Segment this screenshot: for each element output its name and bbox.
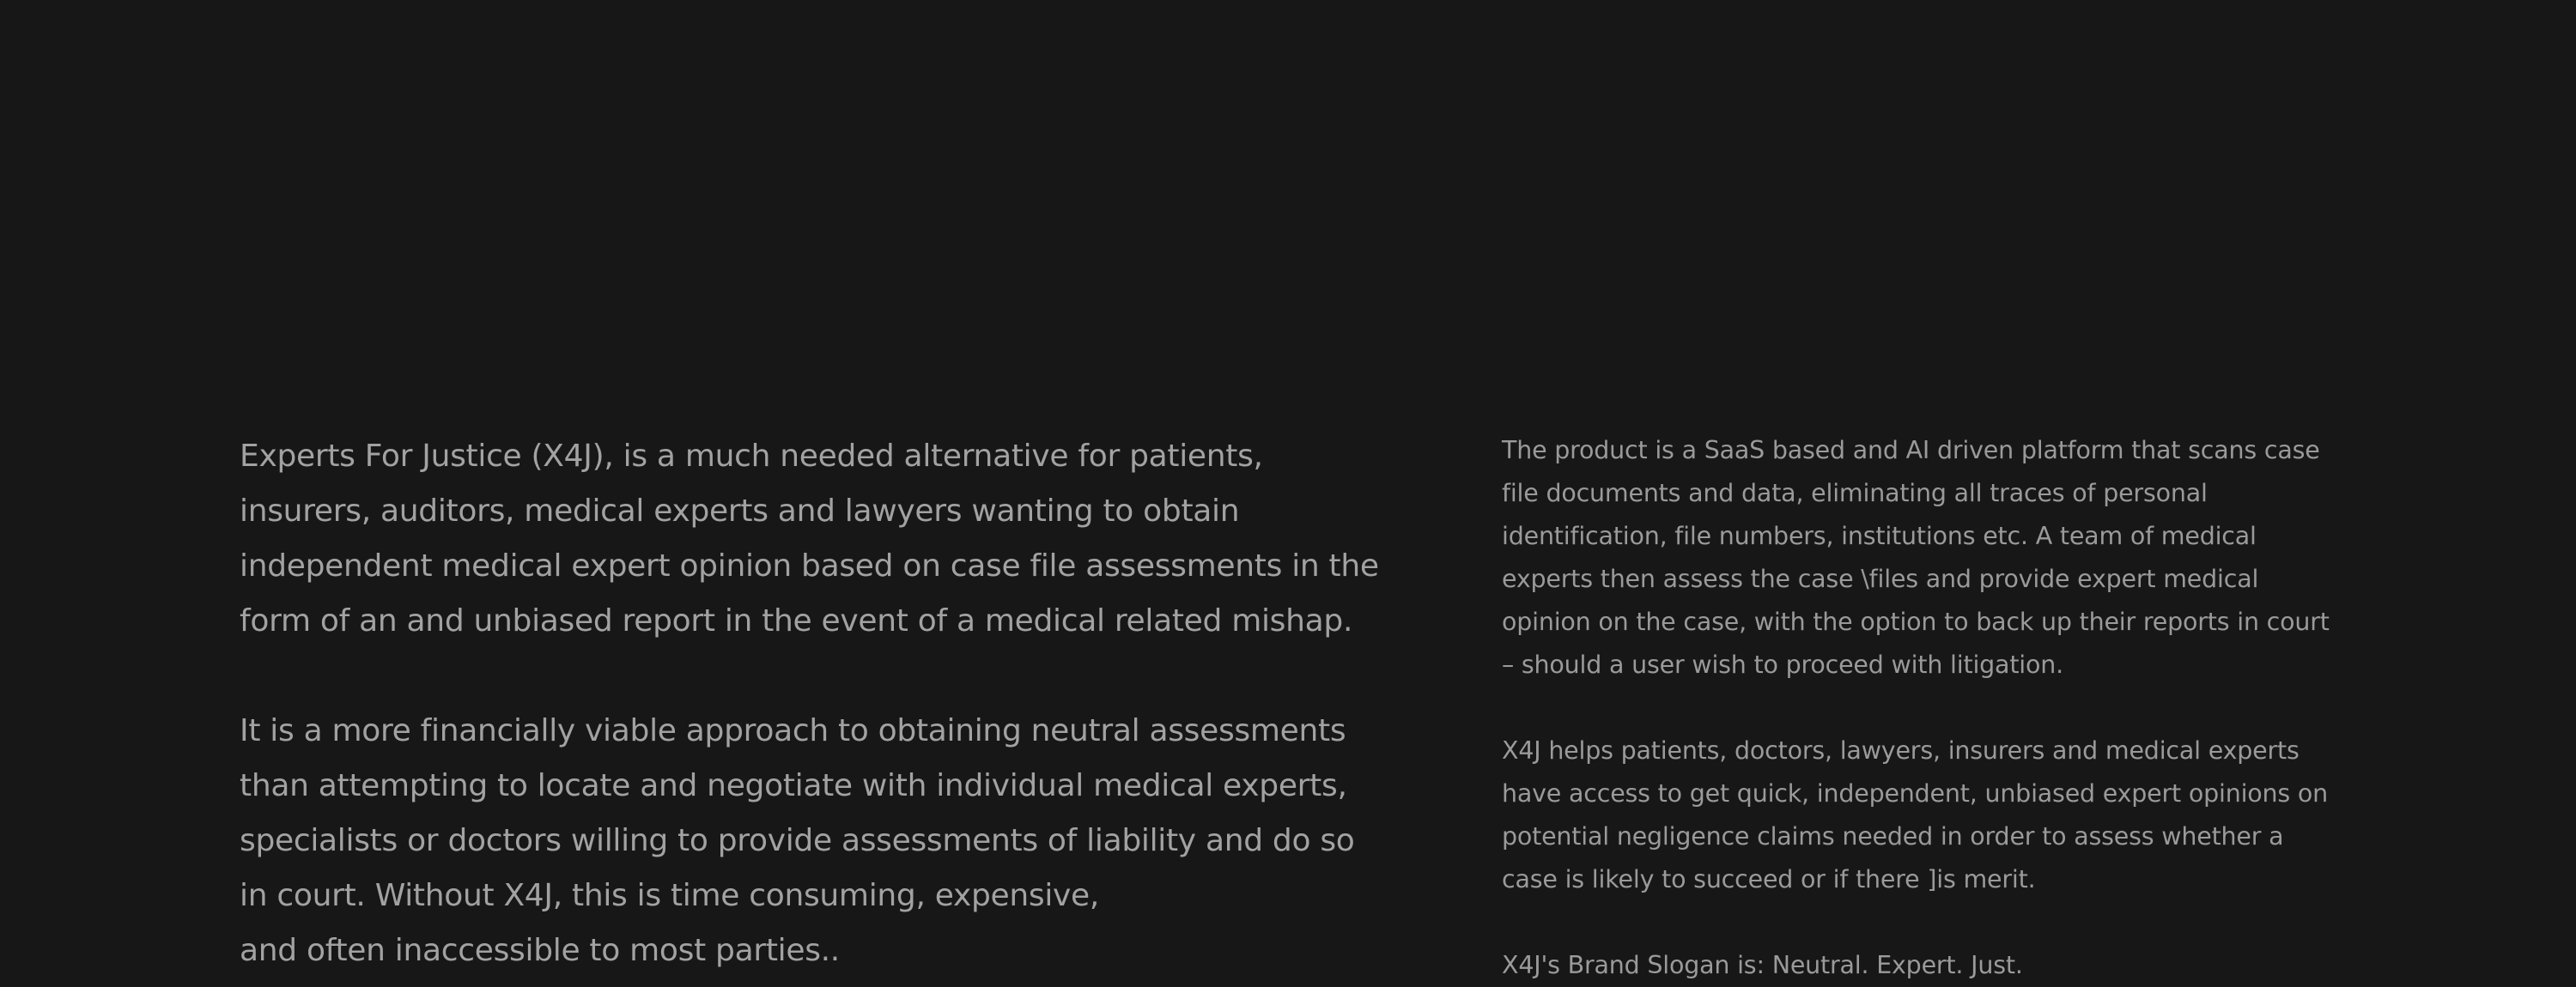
intro-left-column: [240, 429, 1382, 978]
product-paragraph-1: The product is a SaaS based and AI driven platform that scans case file documents and data, eliminating all traces of personal identification, file numbers, institutions etc. A team of medical experts then assess the case \files and provide expert medical opinion on the case, with the option to back up their reports in court – should a user wish to proceed with litigation.: [1502, 436, 2330, 679]
intro-paragraph-2-tail: and often inaccessible to most parties..: [240, 933, 840, 968]
intro-paragraph-2: It is a more financially viable approach to obtaining neutral assessments than attempting to locate and negotiate with individual medical experts, specialists or doctors willing to provide assessments of liability and do so in court. Without X4J, this is time consuming, expensive,: [240, 713, 1355, 913]
product-paragraph-2: X4J helps patients, doctors, lawyers, insurers and medical experts have access to get quick, independent, unbiased expert opinions on potential negligence claims needed in order to assess whether a case is likely to succeed or if there ]is merit.: [1502, 736, 2328, 893]
product-right-column: [1502, 429, 2343, 987]
intro-paragraph-1: Experts For Justice (X4J), is a much needed alternative for patients, insurers, auditors, medical experts and lawyers wanting to obtain independent medical expert opinion based on case file assessments in the form of an and unbiased report in the event of a medical related mishap.: [240, 439, 1379, 639]
brand-slogan: X4J's Brand Slogan is: Neutral. Expert. Just.: [1502, 951, 2023, 979]
